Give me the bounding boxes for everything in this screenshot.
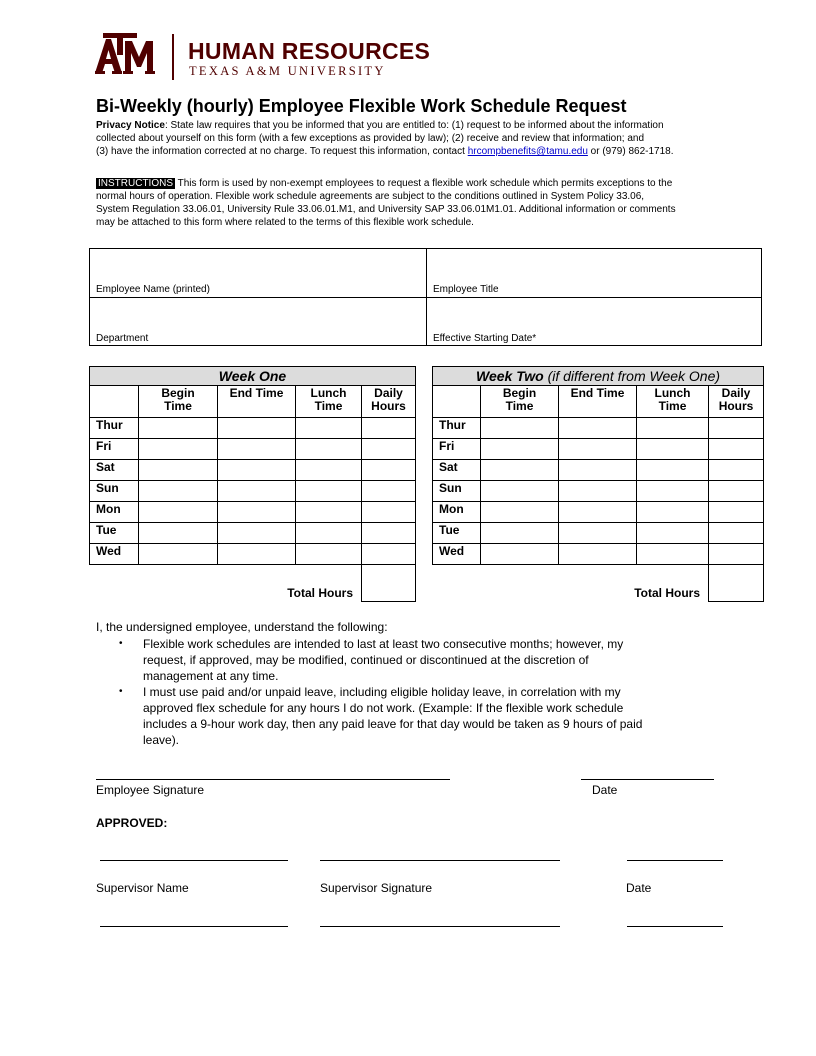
day-column-header (90, 386, 139, 418)
lunch-time-header: Lunch Time (637, 386, 709, 418)
instructions-line-4: may be attached to this form where related to the terms of this flexible work schedule. (96, 217, 474, 228)
begin-time-cell[interactable] (139, 481, 218, 502)
employee-date-line[interactable] (581, 779, 714, 780)
week-two-row (433, 544, 764, 565)
begin-time-cell[interactable] (481, 544, 559, 565)
tamu-atm-logo (95, 33, 157, 79)
end-time-cell[interactable] (559, 502, 637, 523)
begin-time-cell[interactable] (481, 523, 559, 544)
daily-hours-cell[interactable] (709, 544, 764, 565)
end-time-cell[interactable] (559, 481, 637, 502)
begin-time-cell[interactable] (139, 418, 218, 439)
employee-date-label: Date (592, 783, 618, 797)
department-label: Department (96, 333, 149, 344)
lunch-time-header: Lunch Time (296, 386, 362, 418)
week-one-title: Week One (90, 367, 416, 386)
supervisor-date-label: Date (626, 881, 652, 895)
day-label: Wed (90, 544, 139, 565)
lunch-time-cell[interactable] (637, 502, 709, 523)
week-two-title: Week Two (if different from Week One) (433, 367, 764, 386)
form-title: Bi-Weekly (hourly) Employee Flexible Work Schedule Request (96, 96, 627, 116)
lunch-time-cell[interactable] (296, 481, 362, 502)
employee-title-label: Employee Title (433, 284, 499, 295)
instructions-line-2: normal hours of operation. Flexible work schedule agreements are subject to the conditions outlined in System Policy 33.06, (96, 191, 645, 202)
begin-time-cell[interactable] (481, 418, 559, 439)
employee-info-box (89, 248, 762, 346)
day-label: Thur (90, 418, 139, 439)
lunch-time-cell[interactable] (296, 544, 362, 565)
week-two-row (433, 481, 764, 502)
privacy-line-2: collected about yourself on this form (with a few exceptions as provided by law); (2) receive and review that information; and (96, 133, 645, 144)
week-one-total-hours-cell[interactable] (362, 565, 416, 602)
day-label: Thur (433, 418, 481, 439)
lunch-time-cell[interactable] (296, 418, 362, 439)
begin-time-cell[interactable] (481, 439, 559, 460)
day-label: Sun (433, 481, 481, 502)
lunch-time-cell[interactable] (296, 460, 362, 481)
end-time-cell[interactable] (559, 418, 637, 439)
end-time-cell[interactable] (559, 460, 637, 481)
week-one-row (90, 418, 416, 439)
end-time-cell[interactable] (218, 502, 296, 523)
week-one-row (90, 544, 416, 565)
day-label: Tue (433, 523, 481, 544)
lunch-time-cell[interactable] (296, 502, 362, 523)
daily-hours-cell[interactable] (709, 523, 764, 544)
instructions (96, 177, 676, 229)
week-two-table (432, 366, 764, 602)
bullet-1-text: Flexible work schedules are intended to last at least two consecutive months; however, my request, if approved, may be modified, continued or discontinued at the discretion of management at any time. (143, 637, 624, 683)
begin-time-cell[interactable] (139, 502, 218, 523)
day-column-header (433, 386, 481, 418)
week-one-table (89, 366, 416, 602)
day-label: Fri (90, 439, 139, 460)
daily-hours-cell[interactable] (362, 481, 416, 502)
begin-time-cell[interactable] (139, 439, 218, 460)
week-one-row (90, 460, 416, 481)
daily-hours-cell[interactable] (362, 523, 416, 544)
end-time-header: End Time (559, 386, 637, 418)
employee-signature-line[interactable] (96, 779, 450, 780)
privacy-label: Privacy Notice (96, 120, 165, 131)
daily-hours-header: Daily Hours (709, 386, 764, 418)
supervisor-name-line[interactable] (100, 860, 288, 861)
daily-hours-cell[interactable] (362, 460, 416, 481)
daily-hours-cell[interactable] (709, 502, 764, 523)
lunch-time-cell[interactable] (637, 418, 709, 439)
supervisor-extra-line-1[interactable] (100, 926, 288, 927)
end-time-cell[interactable] (218, 418, 296, 439)
info-box-divider-horizontal (90, 297, 761, 298)
daily-hours-cell[interactable] (362, 544, 416, 565)
day-label: Mon (433, 502, 481, 523)
lunch-time-cell[interactable] (637, 439, 709, 460)
end-time-cell[interactable] (218, 523, 296, 544)
begin-time-header: Begin Time (481, 386, 559, 418)
bullet-2: • (119, 686, 123, 697)
daily-hours-cell[interactable] (709, 439, 764, 460)
privacy-line-1: : State law requires that you be informed that you are entitled to: (1) request to be informed about the information (164, 120, 664, 131)
lunch-time-cell[interactable] (296, 439, 362, 460)
end-time-cell[interactable] (218, 460, 296, 481)
week-one-row (90, 439, 416, 460)
day-label: Mon (90, 502, 139, 523)
privacy-phone: or (979) 862-1718. (587, 146, 674, 157)
instructions-tag: INSTRUCTIONS (98, 178, 173, 189)
instructions-line-3: System Regulation 33.06.01, University Rule 33.06.01.M1, and University SAP 33.06.01M1.01. Additional information or comments (96, 204, 676, 215)
supervisor-signature-line[interactable] (320, 860, 560, 861)
day-label: Sat (90, 460, 139, 481)
daily-hours-cell[interactable] (362, 418, 416, 439)
end-time-cell[interactable] (218, 439, 296, 460)
week-one-row (90, 502, 416, 523)
week-two-total-hours-cell[interactable] (709, 565, 764, 602)
week-two-row (433, 418, 764, 439)
begin-time-cell[interactable] (139, 523, 218, 544)
end-time-cell[interactable] (559, 544, 637, 565)
supervisor-extra-line-2[interactable] (320, 926, 560, 927)
supervisor-signature-label: Supervisor Signature (320, 881, 433, 895)
supervisor-date-line[interactable] (627, 860, 723, 861)
week-one-total-label: Total Hours (287, 585, 353, 600)
employee-name-label: Employee Name (printed) (96, 284, 210, 295)
week-one-row (90, 481, 416, 502)
week-two-row (433, 502, 764, 523)
bullet-2-text: I must use paid and/or unpaid leave, including eligible holiday leave, in correlation with my approved flex schedule for any hours I do not work. (Example: If the flexible work schedule includes a 9-hour work day, then any paid leave for that day would be taken as 9 hours of paid leave). (143, 685, 643, 747)
day-label: Sat (433, 460, 481, 481)
employee-signature-label: Employee Signature (96, 783, 205, 797)
supervisor-name-label: Supervisor Name (96, 881, 189, 895)
begin-time-cell[interactable] (139, 544, 218, 565)
begin-time-cell[interactable] (481, 502, 559, 523)
begin-time-header: Begin Time (139, 386, 218, 418)
daily-hours-cell[interactable] (362, 439, 416, 460)
end-time-cell[interactable] (559, 439, 637, 460)
lunch-time-cell[interactable] (637, 481, 709, 502)
instructions-line-1: This form is used by non-exempt employees to request a flexible work schedule which permits exceptions to the (175, 178, 673, 189)
acknowledgement-intro: I, the undersigned employee, understand the following: (96, 620, 388, 634)
day-label: Sun (90, 481, 139, 502)
week-one-row (90, 523, 416, 544)
daily-hours-cell[interactable] (709, 481, 764, 502)
week-two-row (433, 523, 764, 544)
bullet-1: • (119, 638, 123, 649)
lunch-time-cell[interactable] (637, 523, 709, 544)
privacy-notice (96, 119, 674, 158)
logo-divider (172, 34, 174, 80)
day-label: Wed (433, 544, 481, 565)
effective-date-label: Effective Starting Date* (433, 333, 537, 344)
daily-hours-cell[interactable] (362, 502, 416, 523)
contact-email-link[interactable]: hrcompbenefits@tamu.edu (467, 146, 588, 157)
day-label: Tue (90, 523, 139, 544)
supervisor-extra-line-3[interactable] (627, 926, 723, 927)
week-two-total-label: Total Hours (634, 585, 700, 600)
week-two-row (433, 460, 764, 481)
lunch-time-cell[interactable] (637, 544, 709, 565)
org-name: HUMAN RESOURCES (188, 38, 431, 64)
approved-heading: APPROVED: (96, 816, 168, 830)
daily-hours-cell[interactable] (709, 460, 764, 481)
daily-hours-header: Daily Hours (362, 386, 416, 418)
end-time-cell[interactable] (218, 481, 296, 502)
begin-time-cell[interactable] (139, 460, 218, 481)
daily-hours-cell[interactable] (709, 418, 764, 439)
day-label: Fri (433, 439, 481, 460)
begin-time-cell[interactable] (481, 481, 559, 502)
end-time-cell[interactable] (559, 523, 637, 544)
lunch-time-cell[interactable] (296, 523, 362, 544)
university-name: TEXAS A&M UNIVERSITY (189, 64, 386, 78)
end-time-header: End Time (218, 386, 296, 418)
begin-time-cell[interactable] (481, 460, 559, 481)
end-time-cell[interactable] (218, 544, 296, 565)
lunch-time-cell[interactable] (637, 460, 709, 481)
privacy-line-3: (3) have the information corrected at no charge. To request this information, contact (96, 146, 468, 157)
week-two-row (433, 439, 764, 460)
